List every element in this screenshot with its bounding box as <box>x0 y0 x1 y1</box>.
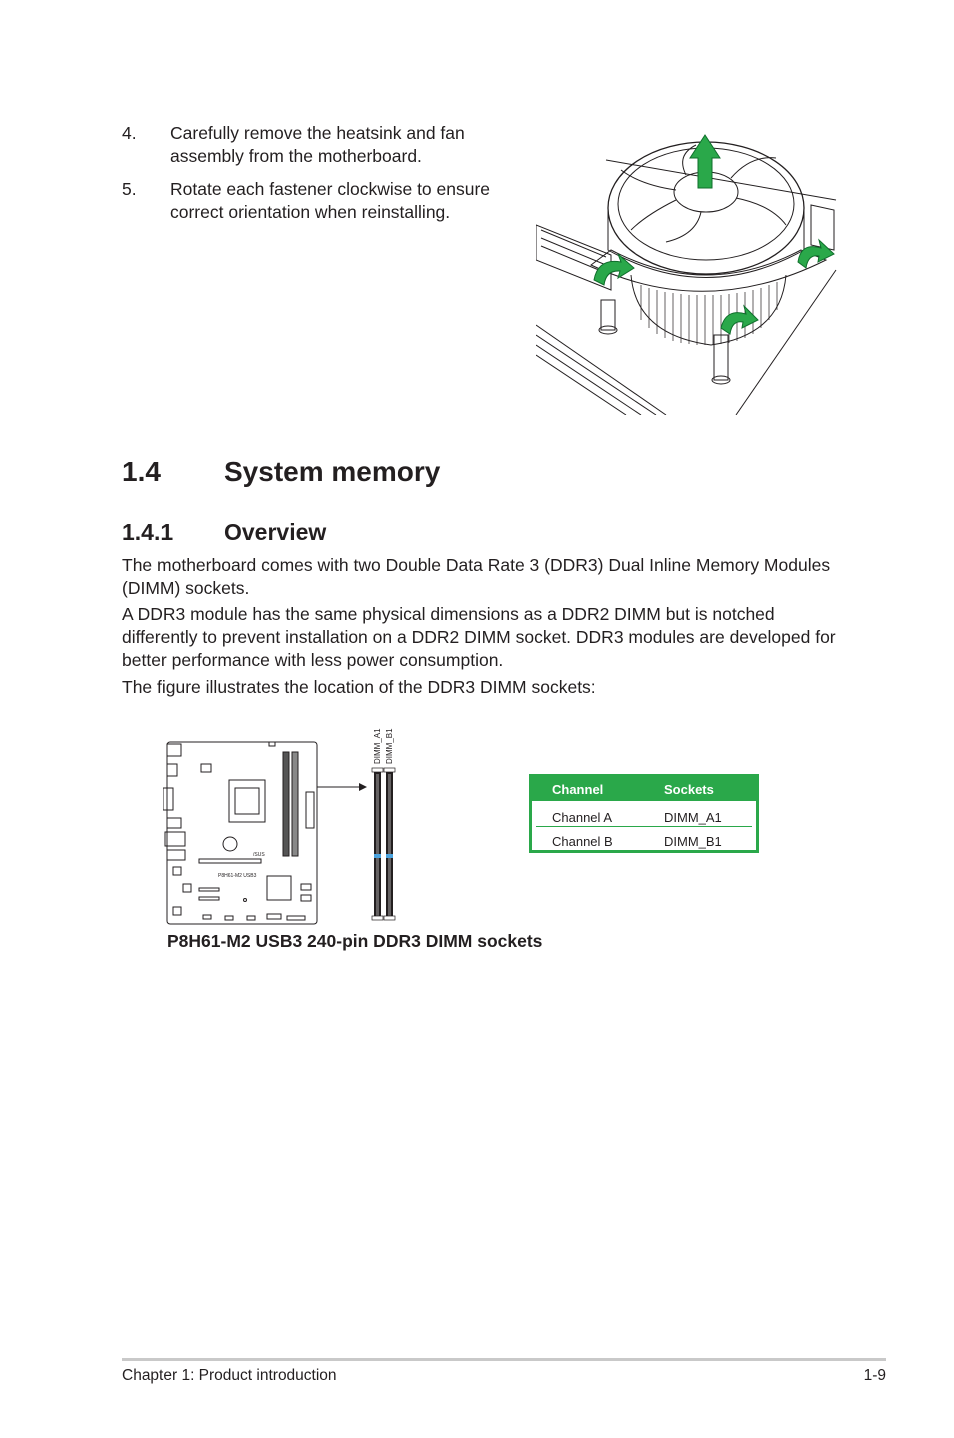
row-divider <box>536 826 752 827</box>
dimm-b1-label: DIMM_B1 <box>385 728 394 764</box>
section-title: System memory <box>224 456 441 487</box>
board-label: P8H61-M2 USB3 <box>218 873 257 879</box>
step-number: 5. <box>122 179 137 199</box>
header-channel: Channel <box>552 782 604 797</box>
brand-logo: /SUS <box>253 852 265 858</box>
page-number: 1-9 <box>863 1367 886 1384</box>
step-number: 4. <box>122 123 137 143</box>
header-sockets: Sockets <box>664 782 714 797</box>
channel-table-header <box>532 777 756 801</box>
subsection-title: Overview <box>224 519 327 545</box>
overview-paragraph-1: The motherboard comes with two Double Data Rate 3 (DDR3) Dual Inline Memory Modules (DIMM) sockets. <box>122 555 831 598</box>
figure-caption: P8H61-M2 USB3 240-pin DDR3 DIMM sockets <box>167 931 543 951</box>
subsection-number: 1.4.1 <box>122 519 174 545</box>
overview-paragraph-2: A DDR3 module has the same physical dimensions as a DDR2 DIMM but is notched differently to prevent installation on a DDR2 DIMM socket. DDR3 modules are developed for better performance with less power consumption. <box>122 604 836 670</box>
heatsink-removal-illustration <box>536 130 846 415</box>
section-number: 1.4 <box>122 456 161 487</box>
channel-table <box>529 774 759 853</box>
dimm-a1-label: DIMM_A1 <box>373 728 382 764</box>
footer-chapter: Chapter 1: Product introduction <box>122 1367 337 1384</box>
motherboard-layout-diagram <box>163 722 403 927</box>
overview-paragraph-3: The figure illustrates the location of the DDR3 DIMM sockets: <box>122 677 596 697</box>
table-row <box>532 829 756 853</box>
socket-cell: DIMM_A1 <box>664 810 722 825</box>
channel-cell: Channel A <box>552 810 612 825</box>
footer-divider <box>122 1358 886 1361</box>
channel-cell: Channel B <box>552 834 613 849</box>
socket-cell: DIMM_B1 <box>664 834 722 849</box>
step-text: Carefully remove the heatsink and fan assembly from the motherboard. <box>170 123 465 166</box>
step-text: Rotate each fastener clockwise to ensure correct orientation when reinstalling. <box>170 179 491 222</box>
